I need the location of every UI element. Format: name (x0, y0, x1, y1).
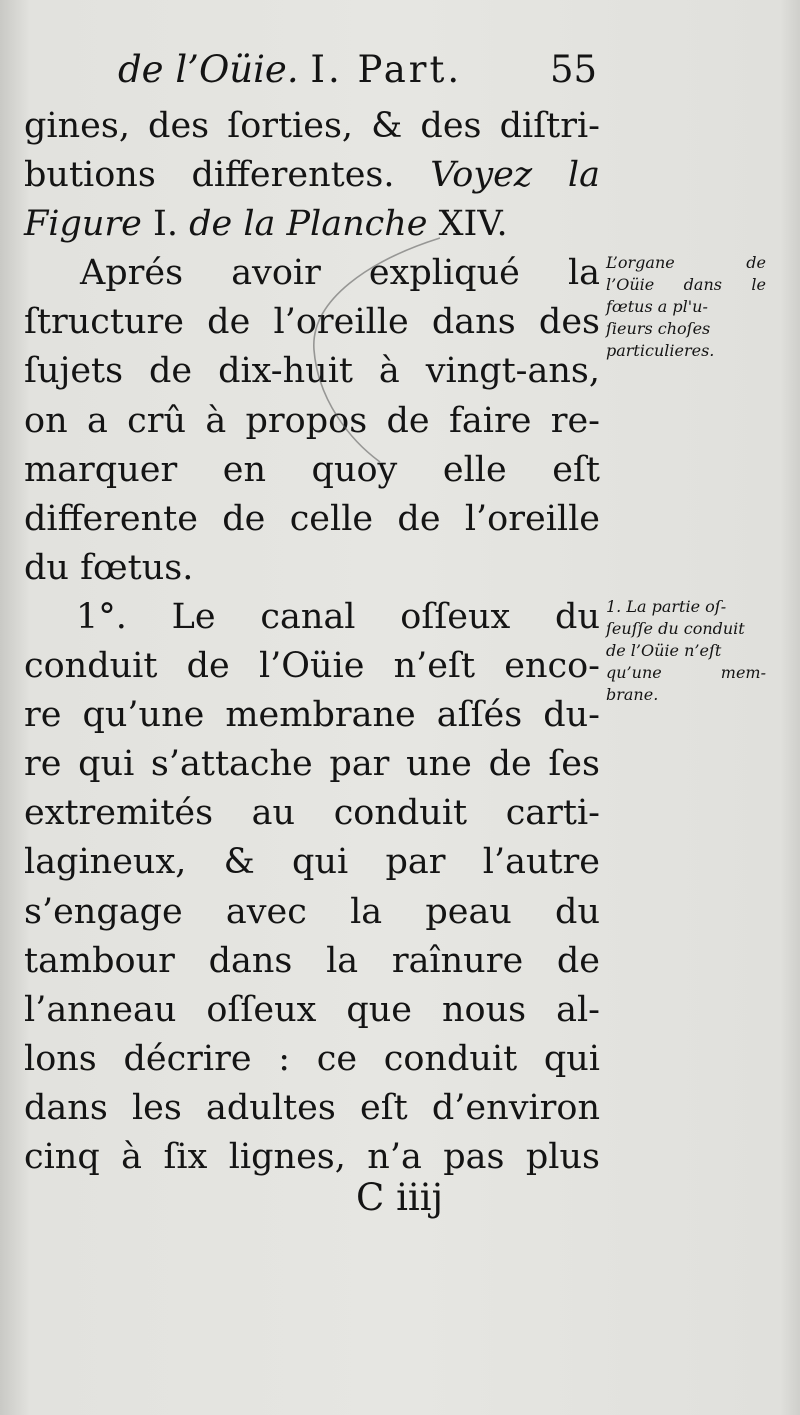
text-line: gines, des ſorties, & des diſtri- (24, 106, 600, 146)
running-head (118, 46, 598, 94)
text-line (24, 151, 600, 200)
running-head-part: I. Part. (310, 48, 463, 91)
text-segment: I. (141, 204, 190, 245)
text-line: Aprés avoir expliqué la (80, 253, 600, 294)
margin-note-line: L’organe de (606, 253, 766, 272)
text-line: l’anneau oſſeux que nous al- (24, 989, 600, 1030)
margin-note-line: ſeuſſe du conduit (606, 619, 745, 638)
text-line: ſujets de dix-huit à vingt-ans, (24, 351, 600, 392)
margin-note-line: particulieres. (606, 341, 715, 360)
text-segment-italic: Voyez la (430, 155, 600, 196)
text-line: lagineux, & qui par l’autre (24, 842, 600, 883)
text-segment: XIV. (427, 204, 508, 245)
margin-note-1 (606, 252, 766, 362)
text-line: 1°. Le canal oſſeux du (76, 596, 600, 637)
text-segment-italic: Figure (24, 204, 142, 245)
text-line: tambour dans la raînure de (24, 940, 600, 981)
margin-note-line: 1. La partie oſ- (606, 597, 727, 616)
signature-mark: C iiij (356, 1176, 444, 1219)
text-line: cinq à ſix lignes, n’a pas plus (24, 1136, 600, 1177)
text-segment-italic: de la Planche (189, 204, 428, 245)
margin-note-line: qu’une mem- (606, 663, 766, 682)
margin-note-line: fœtus a pl'u- (606, 297, 708, 316)
text-segment: butions differentes. (24, 155, 395, 196)
text-line: marquer en quoy elle eſt (24, 449, 600, 490)
text-line: ſtructure de l’oreille dans des (24, 302, 600, 343)
text-line: conduit de l’Oüie n’eſt enco- (24, 646, 600, 687)
text-line: du fœtus. (24, 547, 194, 588)
margin-note-line: de l’Oüie n’eſt (606, 641, 722, 660)
text-line: on a crû à propos de faire re- (24, 400, 600, 441)
page-number: 55 (550, 48, 598, 91)
text-line: lons décrire : ce conduit qui (24, 1038, 600, 1079)
text-line: dans les adultes eſt d’environ (24, 1087, 600, 1128)
margin-note-line: l’Oüie dans le (606, 275, 766, 294)
margin-note-line: brane. (606, 685, 659, 704)
text-line: extremités au conduit carti- (24, 793, 600, 834)
body-text (24, 102, 600, 1182)
margin-note-line: ſieurs choſes (606, 319, 711, 338)
text-line (24, 200, 600, 249)
text-line: re qu’une membrane aſſés du- (24, 695, 600, 736)
running-head-title: de l’Oüie. (118, 48, 299, 91)
text-line: s’engage avec la peau du (24, 891, 600, 932)
margin-note-2 (606, 596, 766, 706)
text-line: re qui s’attache par une de ſes (24, 744, 600, 785)
text-line: differente de celle de l’oreille (24, 498, 600, 539)
